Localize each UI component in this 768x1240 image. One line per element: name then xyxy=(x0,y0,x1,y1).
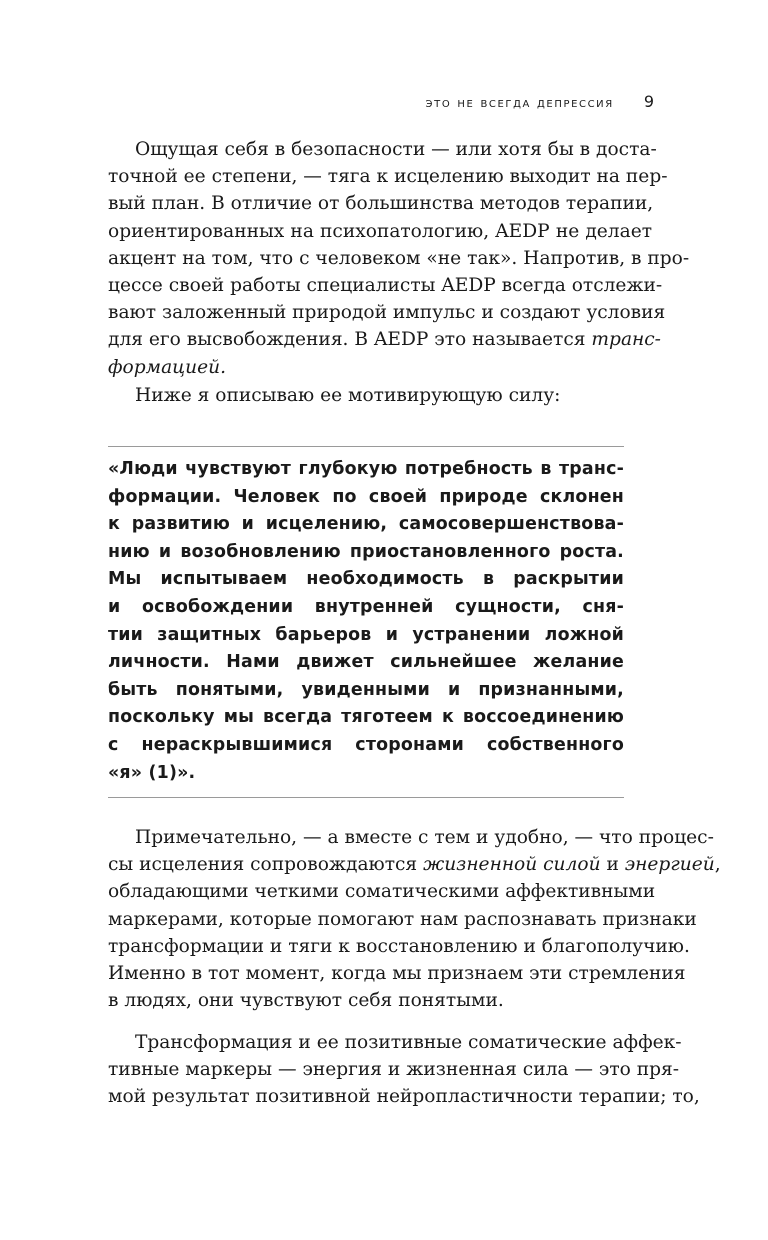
text-line: маркерами, которые помогают нам распознавать признаки xyxy=(108,908,697,930)
text-line: обладающими четкими соматическими аффективными xyxy=(108,881,656,903)
text-line: Именно в тот момент, когда мы признаем эти стремления xyxy=(108,963,686,985)
running-title: это не всегда депрессия xyxy=(425,95,614,111)
text-line xyxy=(108,326,661,353)
text-line: Трансформация и ее позитивные соматические аффек- xyxy=(135,1032,682,1053)
quote-line: «я» (1)». xyxy=(108,762,196,783)
paragraph-3-text xyxy=(108,824,721,1014)
paragraph-4 xyxy=(108,1029,700,1111)
quote-line: поскольку мы всегда тяготеем к воссоединению xyxy=(108,707,624,728)
text-line xyxy=(108,354,652,381)
text-line: трансформации и тяги к восстановлению и благополучию. xyxy=(108,935,690,957)
block-quote xyxy=(108,456,624,787)
text-segment: для его высвобождения. В AEDP это называется xyxy=(108,329,592,351)
paragraph-1 xyxy=(108,136,690,381)
text-line: цессе своей работы специалисты AEDP всегда отслежи- xyxy=(108,275,663,297)
text-line: тивные маркеры — энергия и жизненная сила — это пря- xyxy=(108,1059,680,1081)
text-line: Примечательно, — а вместе с тем и удобно, — что процес- xyxy=(135,827,714,848)
quote-line: тии защитных барьеров и устранении ложной xyxy=(108,624,624,645)
page-number: 9 xyxy=(643,92,654,111)
italic-term: жизненной силой xyxy=(423,854,601,876)
quote-line: и освобождении внутренней сущности, сня- xyxy=(108,596,624,617)
quote-line: Мы испытываем необходимость в раскрытии xyxy=(108,569,624,590)
text-line: ориентированных на психопатологию, AEDP не делает xyxy=(108,220,652,242)
paragraph-4-text xyxy=(108,1029,700,1111)
text-segment: и xyxy=(600,854,625,876)
quote-line: быть понятыми, увиденными и признанными, xyxy=(108,679,624,700)
text-line: мой результат позитивной нейропластичности терапии; то, xyxy=(108,1086,700,1108)
quote-line: с нераскрывшимися сторонами собственного xyxy=(108,734,624,755)
paragraph-2-text xyxy=(108,382,652,409)
text-segment: сы исцеления сопровождаются xyxy=(108,854,424,876)
paragraph-3 xyxy=(108,824,721,1014)
text-line: Ниже я описываю ее мотивирующую силу: xyxy=(135,385,561,406)
text-line: в людях, они чувствуют себя понятыми. xyxy=(108,990,504,1012)
text-segment: , xyxy=(714,854,721,876)
text-line: Ощущая себя в безопасности — или хотя бы в доста- xyxy=(135,139,657,160)
quote-line: к развитию и исцелению, самосовершенствова- xyxy=(108,514,624,535)
paragraph-1-text xyxy=(108,136,690,381)
paragraph-2 xyxy=(108,382,652,409)
quote-top-rule xyxy=(108,446,624,447)
italic-term: транс- xyxy=(591,329,661,351)
text-line: вают заложенный природой импульс и создают условия xyxy=(108,302,666,324)
text-line: акцент на том, что с человеком «не так». Напротив, в про- xyxy=(108,247,690,269)
quote-line: формации. Человек по своей природе склонен xyxy=(108,486,624,507)
text-line: вый план. В отличие от большинства методов терапии, xyxy=(108,193,654,215)
quote-line: личности. Нами движет сильнейшее желание xyxy=(108,652,624,673)
italic-term: энергией xyxy=(624,854,715,876)
quote-line: «Люди чувствуют глубокую потребность в транс- xyxy=(108,459,624,479)
quote-line: нию и возобновлению приостановленного роста. xyxy=(108,541,624,562)
italic-term: формацией. xyxy=(108,356,226,378)
text-line: точной ее степени, — тяга к исцелению выходит на пер- xyxy=(108,166,668,188)
quote-bottom-rule xyxy=(108,797,624,798)
running-header xyxy=(108,92,654,111)
text-line xyxy=(108,851,721,878)
